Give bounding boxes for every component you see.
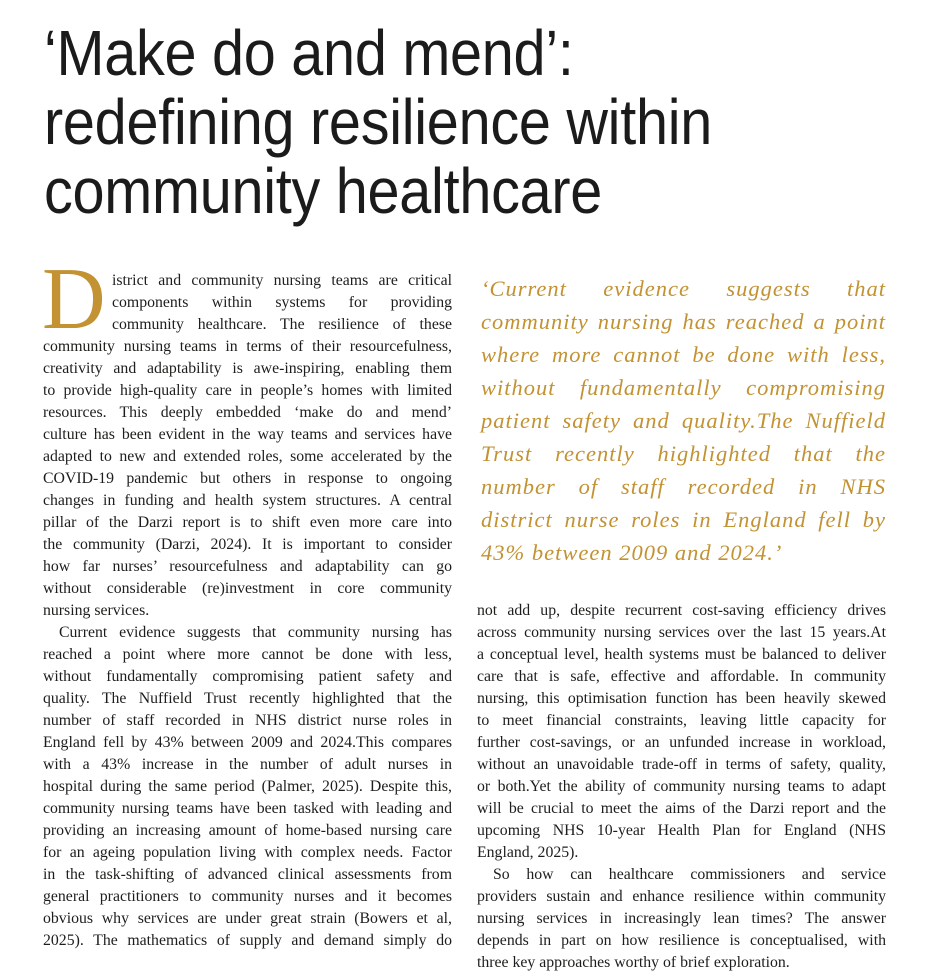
text-line: nursing, this optimisation function has been heavily skewed bbox=[477, 690, 886, 707]
text-line: Current evidence suggests that community nursing has bbox=[59, 624, 452, 641]
text-line: community nursing teams in terms of their resourcefulness, bbox=[43, 338, 452, 355]
text-line: community nursing teams have been tasked with leading and bbox=[43, 800, 452, 817]
pull-quote-line: patient safety and quality.The Nuffield bbox=[481, 408, 886, 433]
text-line: istrict and community nursing teams are critical bbox=[112, 272, 452, 289]
text-line: resources. This deeply embedded ‘make do and mend’ bbox=[43, 404, 452, 421]
pull-quote-line: without fundamentally compromising bbox=[481, 375, 886, 400]
text-line: culture has been evident in the way teams and services have bbox=[43, 426, 452, 443]
drop-cap: D bbox=[42, 251, 106, 348]
text-line: community healthcare. The resilience of these bbox=[112, 316, 452, 333]
text-line: England, 2025). bbox=[477, 844, 579, 861]
text-line: number of staff recorded in NHS district nurse roles in bbox=[43, 712, 452, 729]
text-line: the community (Darzi, 2024). It is important to consider bbox=[43, 536, 452, 553]
article-title bbox=[44, 19, 804, 226]
text-line: or both.Yet the ability of community nursing teams to adapt bbox=[477, 778, 886, 795]
text-line: care that is safe, effective and affordable. In community bbox=[477, 668, 886, 685]
paragraph bbox=[477, 864, 886, 974]
text-line: not add up, despite recurrent cost-saving efficiency drives bbox=[477, 602, 886, 619]
text-line: without fundamentally compromising patient safety and bbox=[43, 668, 452, 685]
text-line: without considerable (re)investment in core community bbox=[43, 580, 452, 597]
pull-quote-line: number of staff recorded in NHS bbox=[481, 474, 886, 499]
text-line: upcoming NHS 10-year Health Plan for England (NHS bbox=[477, 822, 886, 839]
paragraph bbox=[43, 622, 452, 952]
text-line: creativity and adaptability is awe-inspiring, enabling them bbox=[43, 360, 452, 377]
text-line: changes in funding and health system structures. A central bbox=[43, 492, 452, 509]
text-line: without an unavoidable trade-off in terms of safety, quality, bbox=[477, 756, 886, 773]
text-line: 2025). The mathematics of supply and demand simply do bbox=[43, 932, 452, 949]
text-line: nursing services. bbox=[43, 602, 150, 619]
text-line: adapted to new and extended roles, some accelerated by the bbox=[43, 448, 452, 465]
text-line: components within systems for providing bbox=[112, 294, 452, 311]
text-line: obvious why services are under great strain (Bowers et al, bbox=[43, 910, 452, 927]
text-line: how far nurses’ resourcefulness and adaptability can go bbox=[43, 558, 452, 575]
text-line: in the task-shifting of advanced clinical assessments from bbox=[43, 866, 452, 883]
text-line: for an ageing population living with complex needs. Factor bbox=[43, 844, 452, 861]
text-line: across community nursing services over the last 15 years.At bbox=[477, 624, 886, 641]
text-line: providers sustain and enhance resilience within community bbox=[477, 888, 886, 905]
text-line: England fell by 43% between 2009 and 2024.This compares bbox=[43, 734, 452, 751]
title-line: community healthcare bbox=[44, 155, 603, 227]
body-column-left bbox=[43, 270, 452, 952]
pull-quote-line: district nurse roles in England fell by bbox=[481, 507, 886, 532]
pull-quote-line: 43% between 2009 and 2024.’ bbox=[481, 540, 783, 565]
pull-quote-line: ‘Current evidence suggests that bbox=[481, 276, 886, 301]
text-line: will be crucial to meet the aims of the Darzi report and the bbox=[477, 800, 886, 817]
text-line: depends in part on how resilience is conceptualised, with bbox=[477, 932, 886, 949]
text-line: hospital during the same period (Palmer, 2025). Despite this, bbox=[43, 778, 452, 795]
text-line: to meet financial constraints, leaving little capacity for bbox=[477, 712, 886, 729]
text-line: COVID-19 pandemic but others in response to ongoing bbox=[43, 470, 452, 487]
pull-quote-line: community nursing has reached a point bbox=[481, 309, 886, 334]
paragraph bbox=[477, 600, 886, 864]
text-line: with a 43% increase in the number of adult nurses in bbox=[43, 756, 452, 773]
text-line: nursing services in increasingly lean times? The answer bbox=[477, 910, 886, 927]
text-line: three key approaches worthy of brief exploration. bbox=[477, 954, 790, 971]
pull-quote bbox=[481, 272, 886, 569]
pull-quote-line: Trust recently highlighted that the bbox=[481, 441, 886, 466]
text-line: pillar of the Darzi report is to shift even more care into bbox=[43, 514, 452, 531]
paragraph bbox=[43, 270, 452, 622]
text-line: further cost-savings, or an unfunded increase in workload, bbox=[477, 734, 886, 751]
text-line: a conceptual level, health systems must be balanced to deliver bbox=[477, 646, 886, 663]
text-line: So how can healthcare commissioners and service bbox=[493, 866, 886, 883]
body-column-right bbox=[477, 600, 886, 974]
text-line: to provide high-quality care in people’s homes with limited bbox=[43, 382, 452, 399]
text-line: providing an increasing amount of home-based nursing care bbox=[43, 822, 452, 839]
title-line: ‘Make do and mend’: bbox=[44, 17, 574, 89]
pull-quote-line: where more cannot be done with less, bbox=[481, 342, 886, 367]
text-line: reached a point where more cannot be done with less, bbox=[43, 646, 452, 663]
text-line: general practitioners to community nurses and it becomes bbox=[43, 888, 452, 905]
text-line: quality. The Nuffield Trust recently highlighted that the bbox=[43, 690, 452, 707]
title-line: redefining resilience within bbox=[44, 86, 713, 158]
